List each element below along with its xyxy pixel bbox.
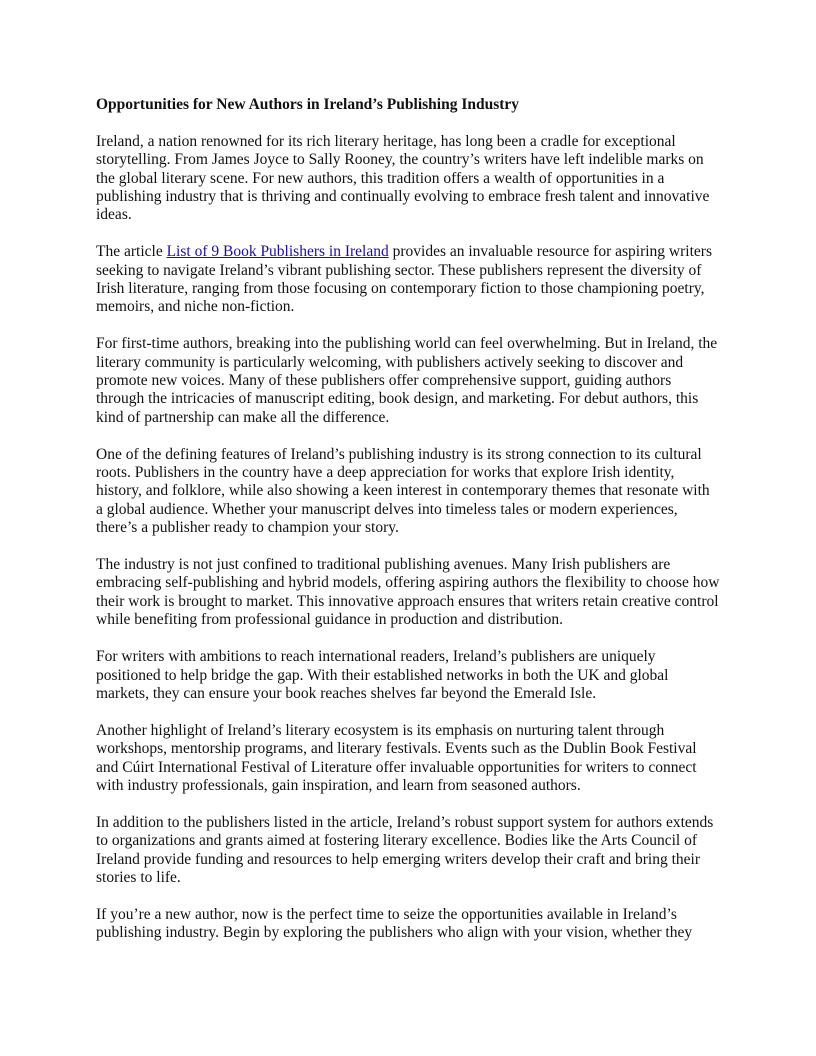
paragraph-article-link xyxy=(96,243,720,317)
link-paragraph-rest: provides an invaluable resource for aspiring writers seeking to navigate Ireland’s vibrant publishing sector. These publishers represent the diversity of Irish literature, ranging from those focusing on contemporary fiction to those championing poetry, memoirs, and niche non-fiction. xyxy=(96,243,712,316)
document-page xyxy=(96,96,720,961)
publishers-list-link[interactable]: List of 9 Book Publishers in Ireland xyxy=(166,243,389,261)
paragraph-intro: Ireland, a nation renowned for its rich literary heritage, has long been a cradle for exceptional storytelling. From James Joyce to Sally Rooney, the country’s writers have left indelible marks on the global literary scene. For new authors, this tradition offers a wealth of opportunities in a publishing industry that is thriving and continually evolving to embrace fresh talent and innovative ideas. xyxy=(96,132,710,224)
paragraph-call-to-action: If you’re a new author, now is the perfect time to seize the opportunities available in Ireland’s publishing industry. Begin by exploring the publishers who align with your vision, whether they xyxy=(96,905,693,942)
paragraph-first-time-authors: For first-time authors, breaking into the publishing world can feel overwhelming. But in Ireland, the literary community is particularly welcoming, with publishers actively seeking to discover and promote new voices. Many of these publishers offer comprehensive support, guiding authors through the intricacies of manuscript editing, book design, and marketing. For debut authors, this kind of partnership can make all the difference. xyxy=(96,335,718,426)
document-title: Opportunities for New Authors in Ireland’s Publishing Industry xyxy=(96,96,520,113)
paragraph-international-reach: For writers with ambitions to reach international readers, Ireland’s publishers are uniquely positioned to help bridge the gap. With their established networks in both the UK and global markets, they can ensure your book reaches shelves far beyond the Emerald Isle. xyxy=(96,648,669,702)
paragraph-support-system: In addition to the publishers listed in the article, Ireland’s robust support system for authors extends to organizations and grants aimed at fostering literary excellence. Bodies like the Arts Council of Ireland provide funding and resources to help emerging writers develop their craft and bring their stories to life. xyxy=(96,813,714,886)
paragraph-publishing-models: The industry is not just confined to traditional publishing avenues. Many Irish publishers are embracing self-publishing and hybrid models, offering aspiring authors the flexibility to choose how their work is brought to market. This innovative approach ensures that writers retain creative control while benefiting from professional guidance in production and distribution. xyxy=(96,556,720,629)
paragraph-literary-ecosystem: Another highlight of Ireland’s literary ecosystem is its emphasis on nurturing talent through workshops, mentorship programs, and literary festivals. Events such as the Dublin Book Festival and Cúirt International Festival of Literature offer invaluable opportunities for writers to connect with industry professionals, gain inspiration, and learn from seasoned authors. xyxy=(96,721,697,794)
paragraph-cultural-roots: One of the defining features of Ireland’s publishing industry is its strong connection to its cultural roots. Publishers in the country have a deep appreciation for works that explore Irish identity, history, and folklore, while also showing a keen interest in contemporary themes that resonate with a global audience. Whether your manuscript delves into timeless tales or modern experiences, there’s a publisher ready to champion your story. xyxy=(96,445,710,537)
link-paragraph-lead: The article xyxy=(96,243,167,261)
